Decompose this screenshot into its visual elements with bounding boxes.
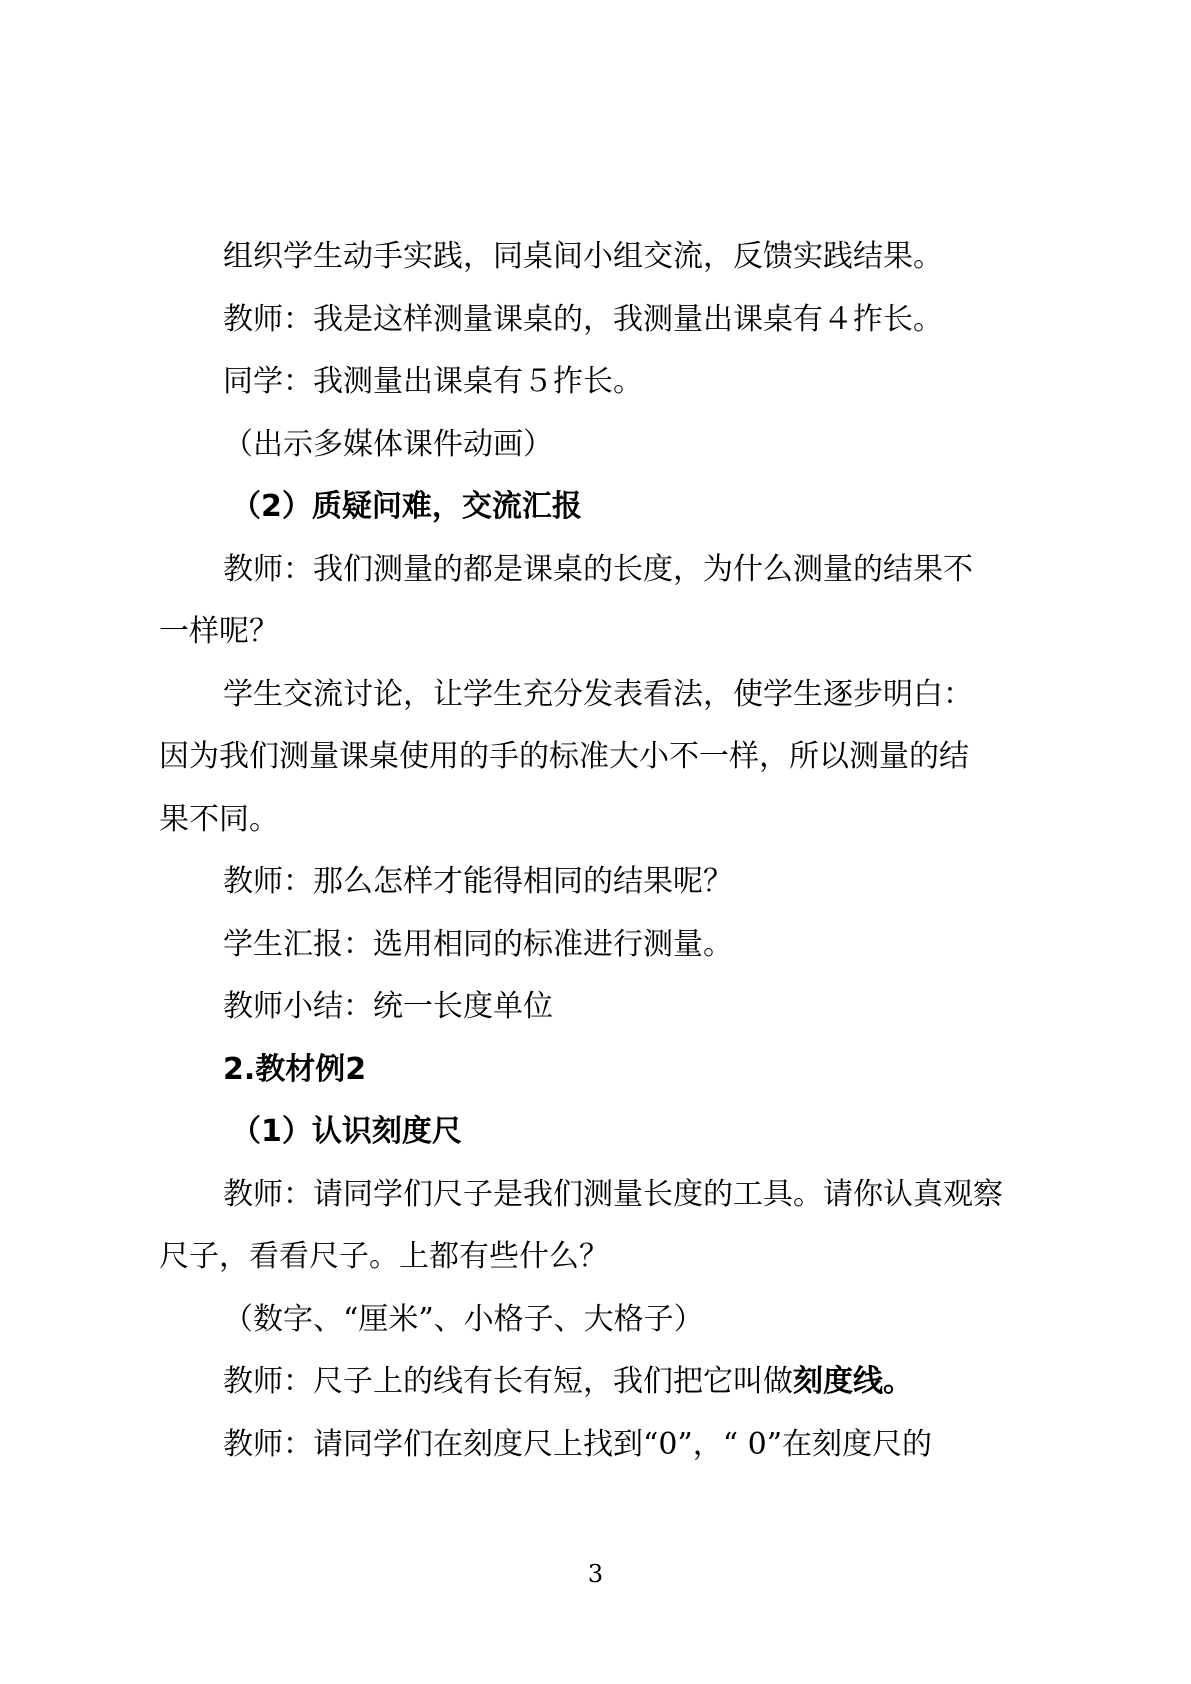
paragraph-line: 教师小结：统一长度单位: [223, 989, 553, 1024]
paragraph-line: 组织学生动手实践，同桌间小组交流，反馈实践结果。: [223, 239, 943, 274]
paragraph-line: 因为我们测量课桌使用的手的标准大小不一样，所以测量的结: [159, 739, 969, 774]
paragraph-line: 果不同。: [159, 801, 279, 837]
paragraph-line: 教师：那么怎样才能得相同的结果呢？: [223, 864, 733, 899]
paragraph-line: 一样呢？: [159, 614, 279, 649]
line-text: 教师：尺子上的线有长有短，我们把它叫做: [223, 1364, 793, 1399]
page-number: 3: [587, 1560, 604, 1588]
paragraph-line: 同学：我测量出课桌有５拃长。: [223, 364, 643, 399]
paragraph-line: [159, 1351, 1039, 1414]
paragraph-line: 教师：我是这样测量课桌的，我测量出课桌有４拃长。: [223, 301, 943, 337]
section-heading: 2.教材例2: [223, 1051, 367, 1087]
section-heading: （2）质疑问难，交流汇报: [231, 489, 582, 524]
section-heading: （1）认识刻度尺: [231, 1114, 462, 1149]
paragraph-line: 教师：请同学们在刻度尺上找到“0”，“ 0”在刻度尺的: [223, 1426, 933, 1462]
paragraph-line: 尺子，看看尺子。上都有些什么？: [159, 1239, 609, 1274]
bold-term: 刻度线。: [793, 1364, 913, 1399]
paragraph-line: 教师：请同学们尺子是我们测量长度的工具。请你认真观察: [223, 1176, 1003, 1212]
document-body: [159, 226, 1039, 1476]
paragraph-line: 学生汇报：选用相同的标准进行测量。: [223, 926, 733, 962]
paragraph-line: 学生交流讨论，让学生充分发表看法，使学生逐步明白：: [223, 676, 973, 712]
paragraph-line: （数字、“厘米”、小格子、大格子）: [223, 1301, 704, 1337]
paragraph-line: 教师：我们测量的都是课桌的长度，为什么测量的结果不: [223, 551, 973, 587]
paragraph-line: （出示多媒体课件动画）: [223, 426, 553, 462]
